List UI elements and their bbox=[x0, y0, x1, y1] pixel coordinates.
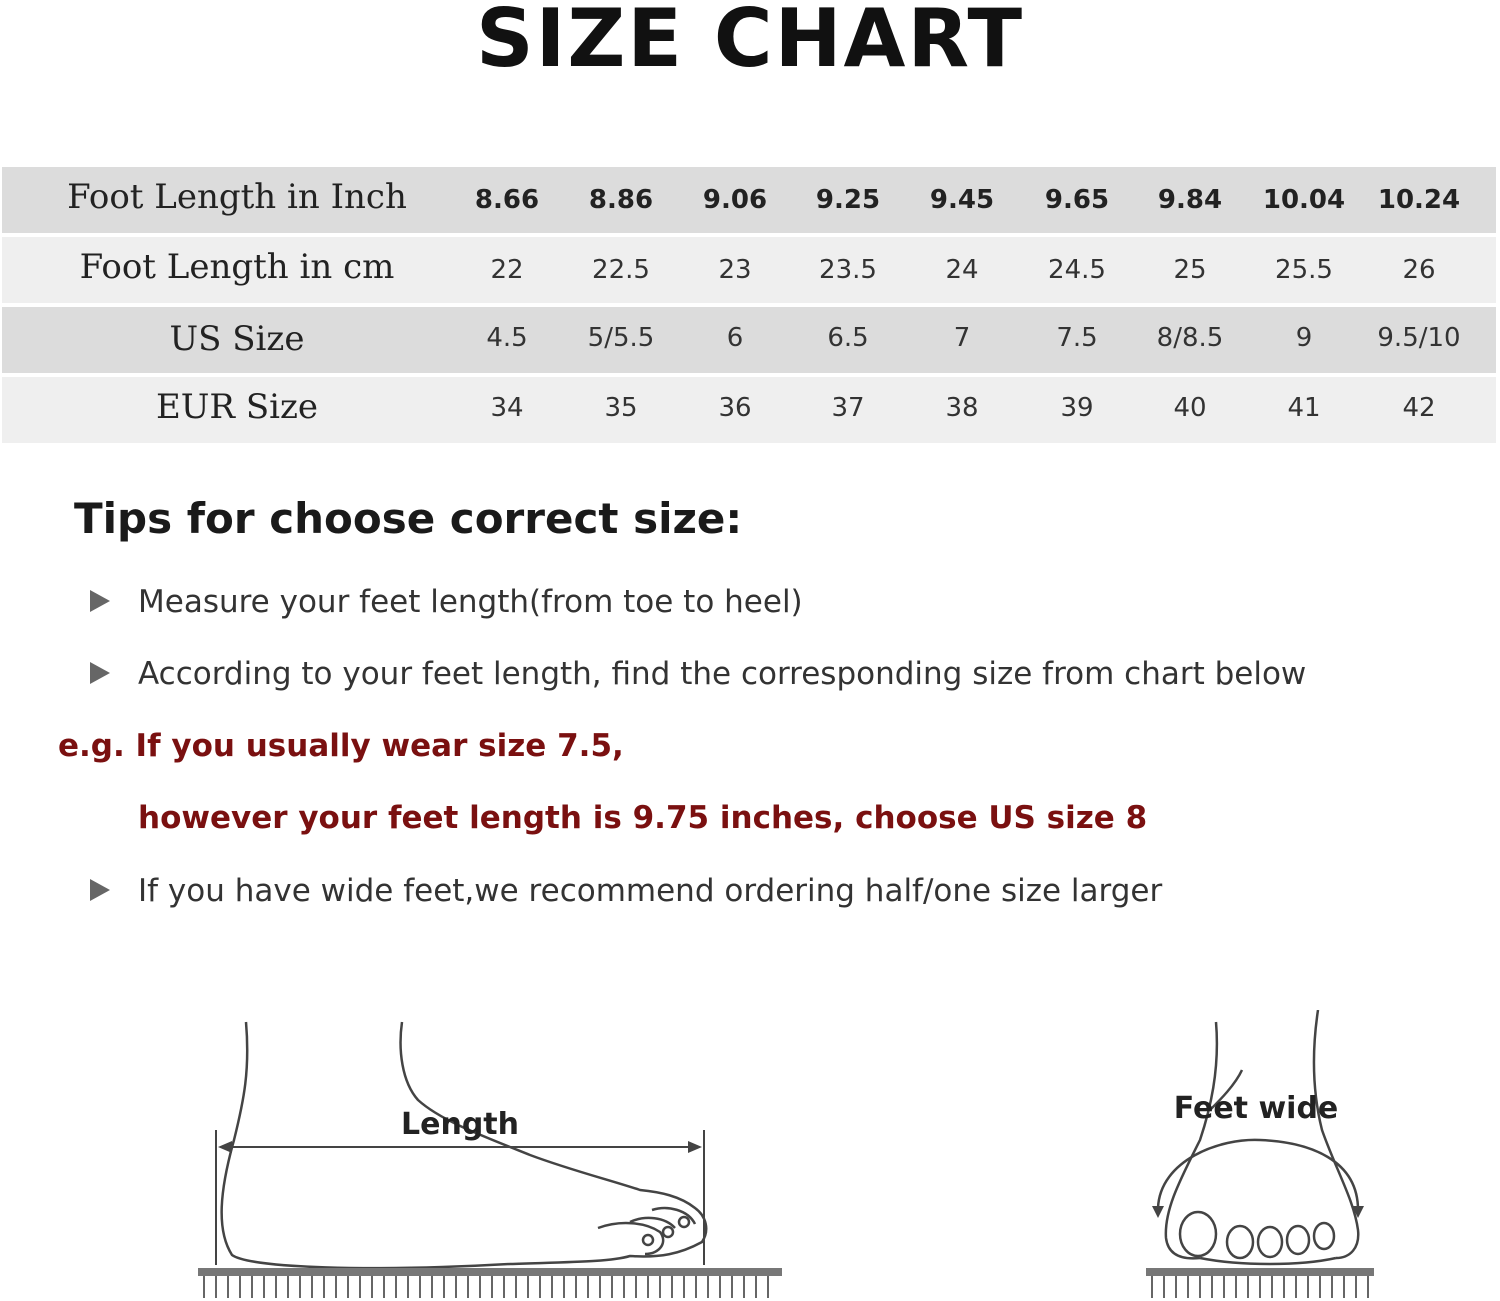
table-cell: 23.5 bbox=[819, 255, 877, 285]
table-cell: 37 bbox=[831, 393, 865, 423]
arrow-down-left-icon bbox=[1152, 1206, 1164, 1218]
table-cell: 42 bbox=[1402, 393, 1436, 423]
table-cell: 7 bbox=[953, 323, 971, 353]
table-cell: 25 bbox=[1173, 255, 1207, 285]
row-label: EUR Size bbox=[155, 387, 319, 427]
table-cell: 24 bbox=[945, 255, 979, 285]
size-table bbox=[2, 167, 1496, 447]
table-row-foot-length-cm bbox=[2, 237, 1496, 303]
table-cell: 8.66 bbox=[474, 185, 540, 215]
table-cell: 6 bbox=[726, 323, 744, 353]
ruler bbox=[198, 1268, 782, 1298]
length-label: Length bbox=[401, 1107, 519, 1142]
table-cell: 9.06 bbox=[702, 185, 768, 215]
table-cell: 26 bbox=[1402, 255, 1436, 285]
arrow-right-icon bbox=[688, 1141, 702, 1153]
tip-text: Measure your feet length(from toe to heel) bbox=[138, 584, 803, 620]
foot-front-drawing bbox=[1166, 1010, 1358, 1264]
table-cell: 8/8.5 bbox=[1156, 323, 1224, 353]
width-label: Feet wide bbox=[1173, 1091, 1339, 1126]
table-cell: 9.25 bbox=[815, 185, 881, 215]
page-title: SIZE CHART bbox=[475, 0, 1025, 85]
table-cell: 4.5 bbox=[486, 323, 528, 353]
tip-item bbox=[90, 873, 1162, 909]
table-cell: 38 bbox=[945, 393, 979, 423]
table-row-us-size bbox=[2, 307, 1496, 373]
play-arrow-icon bbox=[90, 590, 110, 612]
arrow-left-icon bbox=[218, 1141, 232, 1153]
row-label: US Size bbox=[169, 319, 305, 359]
tip-item bbox=[90, 656, 1306, 692]
row-label: Foot Length in Inch bbox=[67, 177, 407, 217]
table-cell: 9.84 bbox=[1157, 185, 1223, 215]
width-arc bbox=[1158, 1140, 1358, 1210]
tip-item bbox=[90, 584, 803, 620]
table-cell: 22 bbox=[490, 255, 524, 285]
table-cell: 5/5.5 bbox=[587, 323, 655, 353]
table-cell: 6.5 bbox=[827, 323, 869, 353]
table-cell: 24.5 bbox=[1048, 255, 1106, 285]
table-cell: 10.04 bbox=[1262, 185, 1346, 215]
table-cell: 9.65 bbox=[1044, 185, 1110, 215]
table-cell: 41 bbox=[1287, 393, 1321, 423]
table-cell: 25.5 bbox=[1275, 255, 1333, 285]
table-cell: 9.5/10 bbox=[1377, 323, 1461, 353]
tip-text: If you have wide feet,we recommend ordering half/one size larger bbox=[138, 873, 1163, 909]
table-cell: 8.86 bbox=[588, 185, 654, 215]
table-cell: 22.5 bbox=[592, 255, 650, 285]
table-row-foot-length-inch bbox=[2, 167, 1496, 233]
table-cell: 7.5 bbox=[1056, 323, 1098, 353]
feet-width-illustration bbox=[1140, 1010, 1380, 1300]
play-arrow-icon bbox=[90, 879, 110, 901]
table-cell: 23 bbox=[718, 255, 752, 285]
table-cell: 9.45 bbox=[929, 185, 995, 215]
play-arrow-icon bbox=[90, 662, 110, 684]
table-cell: 35 bbox=[604, 393, 638, 423]
table-cell: 40 bbox=[1173, 393, 1207, 423]
table-row-eur-size bbox=[2, 377, 1496, 443]
row-label: Foot Length in cm bbox=[79, 247, 395, 287]
table-cell: 34 bbox=[490, 393, 524, 423]
ruler bbox=[1146, 1268, 1374, 1298]
foot-side-drawing bbox=[222, 1022, 707, 1268]
example-line-1: e.g. If you usually wear size 7.5, bbox=[58, 728, 624, 764]
tip-text: According to your feet length, find the corresponding size from chart below bbox=[138, 656, 1307, 692]
table-cell: 9 bbox=[1295, 323, 1313, 353]
example-line-2: however your feet length is 9.75 inches, choose US size 8 bbox=[138, 800, 1148, 836]
table-cell: 10.24 bbox=[1377, 185, 1461, 215]
table-cell: 36 bbox=[718, 393, 752, 423]
foot-length-illustration bbox=[190, 1010, 790, 1300]
tips-heading: Tips for choose correct size: bbox=[74, 494, 743, 543]
table-cell: 39 bbox=[1060, 393, 1094, 423]
